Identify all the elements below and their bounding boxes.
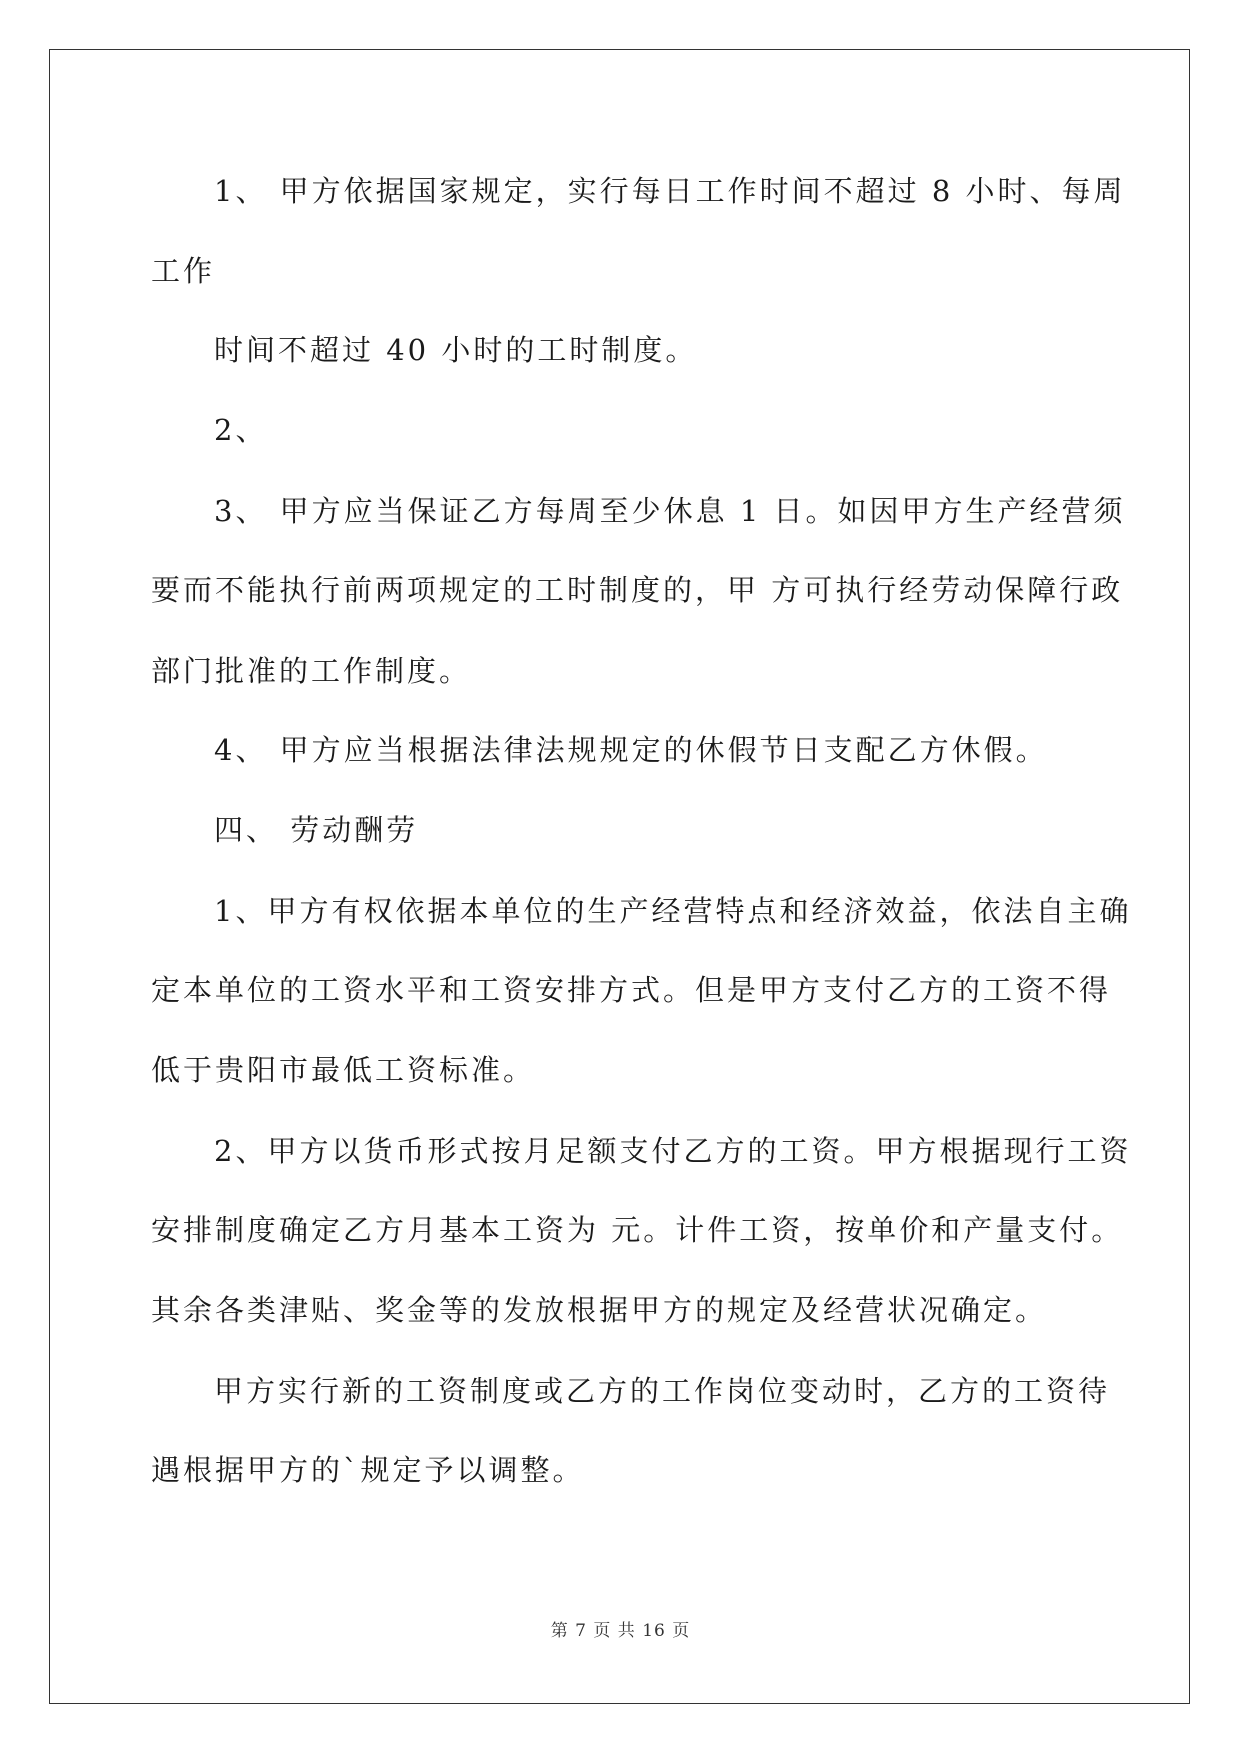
text-line: 低于贵阳市最低工资标准。	[151, 1053, 536, 1087]
text-line: 定本单位的工资水平和工资安排方式。但是甲方支付乙方的工资不得	[151, 973, 1112, 1007]
text-line: 甲方实行新的工资制度或乙方的工作岗位变动时，乙方的工资待	[214, 1374, 1111, 1408]
text-line: 1、 甲方依据国家规定，实行每日工作时间不超过 8 小时、每周	[214, 174, 1126, 208]
section-heading: 四、 劳动酬劳	[214, 813, 419, 847]
text-line: 1、甲方有权依据本单位的生产经营特点和经济效益，依法自主确	[214, 894, 1132, 928]
text-line: 时间不超过 40 小时的工时制度。	[214, 333, 698, 367]
text-line: 3、 甲方应当保证乙方每周至少休息 1 日。如因甲方生产经营须	[214, 494, 1126, 528]
text-line: 工作	[151, 254, 216, 288]
text-line: 4、 甲方应当根据法律法规规定的休假节日支配乙方休假。	[214, 733, 1048, 767]
text-line: 要而不能执行前两项规定的工时制度的，甲 方可执行经劳动保障行政	[151, 573, 1124, 607]
text-line: 遇根据甲方的`规定予以调整。	[151, 1453, 585, 1487]
page-number: 第 7 页 共 16 页	[550, 1621, 691, 1641]
text-line: 部门批准的工作制度。	[151, 654, 472, 688]
text-line: 其余各类津贴、奖金等的发放根据甲方的规定及经营状况确定。	[151, 1293, 1048, 1327]
text-line: 安排制度确定乙方月基本工资为 元。计件工资，按单价和产量支付。	[151, 1213, 1124, 1247]
text-line: 2、	[214, 413, 268, 447]
text-line: 2、甲方以货币形式按月足额支付乙方的工资。甲方根据现行工资	[214, 1134, 1132, 1168]
